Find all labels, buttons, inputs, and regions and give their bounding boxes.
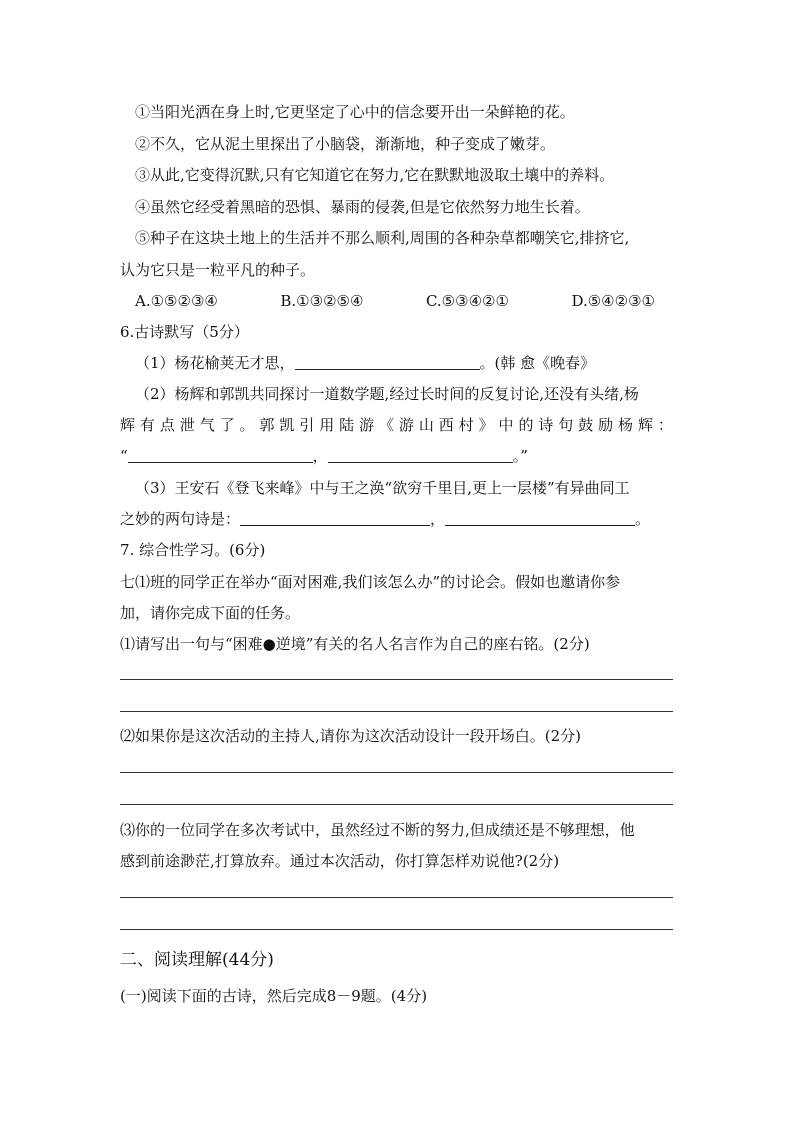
q6-part-2-line-2-char: 的 bbox=[518, 416, 534, 434]
q6-part-2-line-2-char: 鼓 bbox=[578, 416, 594, 434]
q6-part-2-answer bbox=[120, 446, 528, 466]
q6-part-2-line-2-char: 。 bbox=[239, 416, 255, 434]
q7-task-3-answer-line-1[interactable] bbox=[120, 897, 673, 898]
q6-part-2-line-2-char: 辉 bbox=[120, 416, 136, 434]
q7-intro-line-2: 加，请你完成下面的任务。 bbox=[120, 604, 301, 622]
q6-part-2-line-2-char: 中 bbox=[498, 416, 514, 434]
q6-part-2-line-2-char: 辉 bbox=[637, 416, 653, 434]
q6-part-1-blank[interactable] bbox=[295, 354, 480, 370]
section-2-title: 二、阅读理解(44分) bbox=[120, 950, 274, 970]
q6-part-2-open-quote: “ bbox=[120, 447, 128, 465]
q6-part-2-blank-2[interactable] bbox=[328, 447, 513, 463]
q6-part-2-line-2-char: 陆 bbox=[339, 416, 355, 434]
section-2-sub-1: (一)阅读下面的古诗，然后完成8－9题。(4分) bbox=[120, 987, 428, 1005]
q6-part-2-line-2-char: 引 bbox=[299, 416, 315, 434]
q6-part-2-line-1: （2）杨辉和郭凯共同探讨一道数学题,经过长时间的反复讨论,还没有头绪,杨 bbox=[135, 385, 639, 403]
q6-part-3-line-2 bbox=[120, 509, 650, 529]
q6-part-3-end: 。 bbox=[635, 510, 651, 528]
q7-task-1: ⑴请写出一句与“困难●逆境”有关的名人名言作为自己的座右铭。(2分) bbox=[120, 635, 590, 653]
q6-part-3-blank-1[interactable] bbox=[240, 510, 430, 526]
q5-sentence-1: ①当阳光洒在身上时,它更坚定了心中的信念要开出一朵鲜艳的花。 bbox=[135, 103, 575, 121]
q7-task-2-answer-line-1[interactable] bbox=[120, 772, 673, 773]
q6-part-2-line-2-char: 励 bbox=[598, 416, 614, 434]
q7-task-3-answer-line-2[interactable] bbox=[120, 929, 673, 930]
q6-part-2-blank-1[interactable] bbox=[128, 447, 313, 463]
q7-task-2: ⑵如果你是这次活动的主持人,请你为这次活动设计一段开场白。(2分) bbox=[120, 727, 582, 745]
q6-title: 6.古诗默写（5分） bbox=[120, 323, 249, 341]
q6-part-1-prefix: （1）杨花榆荚无才思， bbox=[135, 354, 295, 372]
q6-part-2-line-2-char: 游 bbox=[359, 416, 375, 434]
q5-sentence-5-line-2: 认为它只是一粒平凡的种子。 bbox=[120, 261, 316, 279]
q7-task-2-answer-line-2[interactable] bbox=[120, 804, 673, 805]
q7-task-1-answer-line-2[interactable] bbox=[120, 711, 673, 712]
q5-sentence-4: ④虽然它经受着黑暗的恐惧、暴雨的侵袭,但是它依然努力地生长着。 bbox=[135, 198, 590, 216]
q5-option-b[interactable]: B.①③②⑤④ bbox=[280, 292, 364, 310]
q6-part-3-comma: ， bbox=[430, 510, 446, 528]
q6-part-3-line-1: （3）王安石《登飞来峰》中与王之涣“欲穷千里目,更上一层楼”有异曲同工 bbox=[135, 479, 630, 497]
q6-part-2-line-2-char: 游 bbox=[398, 416, 414, 434]
q6-part-2-line-2-char: 用 bbox=[319, 416, 335, 434]
q6-part-3-prefix: 之妙的两句诗是： bbox=[120, 510, 241, 528]
q7-intro-line-1: 七⑴班的同学正在举办“面对困难,我们该怎么办”的讨论会。假如也邀请你参 bbox=[120, 573, 621, 591]
q5-sentence-3: ③从此,它变得沉默,只有它知道它在努力,它在默默地汲取土壤中的养料。 bbox=[135, 166, 615, 184]
q5-option-c[interactable]: C.⑤③④②① bbox=[425, 292, 509, 310]
q7-task-3-line-2: 感到前途渺茫,打算放弃。通过本次活动，你打算怎样劝说他?(2分) bbox=[120, 852, 560, 870]
q6-part-2-line-2-char: 句 bbox=[558, 416, 574, 434]
q6-part-2-line-2-char: 杨 bbox=[618, 416, 634, 434]
q6-part-2-line-2-char: 诗 bbox=[538, 416, 554, 434]
q6-part-2-comma: ， bbox=[312, 447, 328, 465]
q5-options bbox=[135, 291, 655, 311]
q6-part-1-suffix: 。(韩 愈《晚春》 bbox=[479, 354, 596, 372]
q7-task-3-line-1: ⑶你的一位同学在多次考试中，虽然经过不断的努力,但成绩还是不够理想，他 bbox=[120, 821, 635, 839]
q6-part-2-line-2-char: 泄 bbox=[179, 416, 195, 434]
q7-task-1-answer-line-1[interactable] bbox=[120, 679, 673, 680]
q6-part-2-line-2-char: 村 bbox=[458, 416, 474, 434]
q6-part-2-line-2-char: 点 bbox=[159, 416, 175, 434]
q6-part-2-line-2 bbox=[120, 415, 673, 435]
q6-part-2-line-2-char: 凯 bbox=[279, 416, 295, 434]
q6-part-3-blank-2[interactable] bbox=[445, 510, 635, 526]
q5-option-a[interactable]: A.①⑤②③④ bbox=[135, 292, 218, 310]
q5-sentence-5-line-1: ⑤种子在这块土地上的生活并不那么顺利,周围的各种杂草都嘲笑它,排挤它, bbox=[135, 229, 630, 247]
q5-sentence-2: ②不久，它从泥土里探出了小脑袋，渐渐地，种子变成了嫩芽。 bbox=[135, 135, 556, 153]
q5-option-d[interactable]: D.⑤④②③① bbox=[571, 292, 655, 310]
q6-part-2-end: 。” bbox=[512, 447, 528, 465]
q6-part-2-line-2-char: 气 bbox=[199, 416, 215, 434]
q6-part-2-line-2-char: 山 bbox=[418, 416, 434, 434]
q6-part-2-line-2-char: 了 bbox=[219, 416, 235, 434]
q6-part-2-line-2-char: 郭 bbox=[259, 416, 275, 434]
q6-part-2-line-2-char: 《 bbox=[378, 416, 394, 434]
q7-title: 7. 综合性学习。(6分) bbox=[120, 541, 266, 559]
q6-part-2-line-2-char: 》 bbox=[478, 416, 494, 434]
q6-part-2-line-2-char: 西 bbox=[438, 416, 454, 434]
q6-part-2-line-2-char: ： bbox=[657, 416, 673, 434]
q6-part-1 bbox=[135, 353, 595, 373]
q6-part-2-line-2-char: 有 bbox=[139, 416, 155, 434]
